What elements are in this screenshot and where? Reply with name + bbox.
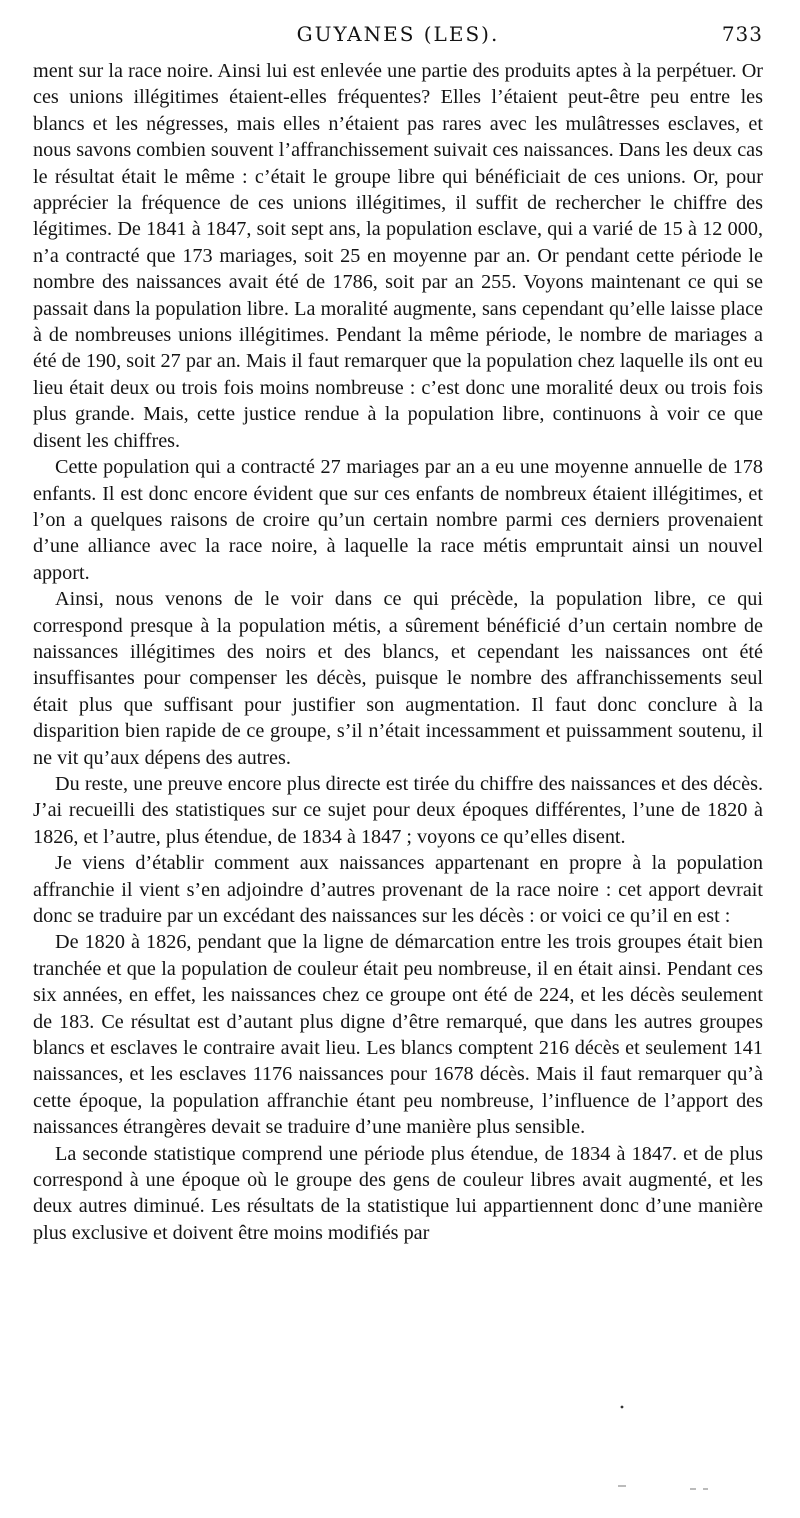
- paragraph-4: Du reste, une preuve encore plus directe est tirée du chiffre des naissances et des décès. J’ai recueilli des statistiques sur ce sujet pour deux époques différentes, l’une de 1820 à 1826, et l’autre, plus étendue, de 1834 à 1847 ; voyons ce qu’elles disent.: [33, 772, 763, 848]
- running-title: GUYANES (LES).: [296, 22, 500, 46]
- paragraph-6: De 1820 à 1826, pendant que la ligne de démarcation entre les trois groupes était bien tranchée et que la population de couleur était peu nombreuse, il en était ainsi. Pendant ces six années, en effet, les naissances chez ce groupe ont été de 224, et les décès seulement de 183. Ce résultat est d’autant plus digne d’être remarqué, que dans les autres groupes blancs et esclaves le contraire avait lieu. Les blancs comptent 216 décès et seulement 141 naissances, et les esclaves 1176 naissances pour 1678 décès. Mais il faut remarquer qu’à cette époque, la population affranchie étant peu nombreuse, l’influence de l’apport des naissances étrangères devait se traduire d’une manière plus sensible.: [33, 931, 763, 1139]
- paragraph-5: Je viens d’établir comment aux naissances appartenant en propre à la population affranchie il vient s’en adjoindre d’autres provenant de la race noire : cet apport devrait donc se traduire par un excédant des naissances sur les décès : or voici ce qu’il en est :: [33, 852, 763, 927]
- page-number: 733: [721, 22, 763, 46]
- paragraph-2: Cette population qui a contracté 27 mariages par an a eu une moyenne annuelle de 178 enfants. Il est donc encore évident que sur ces enfants de nombreux étaient illégitimes, et l’on a quelques raisons de croire qu’un certain nombre parmi ces derniers provenaient d’une alliance avec la race noire, à laquelle la race métis empruntait ainsi un nouvel apport.: [33, 456, 763, 584]
- page-header: [33, 0, 763, 58]
- speck: [621, 1406, 624, 1409]
- paragraph-1: ment sur la race noire. Ainsi lui est enlevée une partie des produits aptes à la perpétuer. Or ces unions illégitimes étaient-elles fréquentes? Elles l’étaient peut-être peu entre les blancs et les négresses, mais elles n’étaient pas rares avec les mulâtresses esclaves, et nous savons combien souvent l’affranchissement suivait ces naissances. Dans les deux cas le résultat était le même : c’était le groupe libre qui bénéficiait de ces unions. Or, pour apprécier la fréquence de ces unions illégitimes, il suffit de rechercher le chiffre des légitimes. De 1841 à 1847, soit sept ans, la population esclave, qui a varié de 15 à 12 000, n’a contracté que 173 mariages, soit 25 en moyenne par an. Or pendant cette période le nombre des naissances avait été de 1786, soit par an 255. Voyons maintenant ce qui se passait dans la population libre. La moralité augmente, sans cependant qu’elle laisse place à de nombreuses unions illégitimes. Pendant la même période, le nombre de mariages a été de 190, soit 27 par an. Mais il faut remarquer que la population chez laquelle ils ont eu lieu était deux ou trois fois moins nombreuse : c’est donc une moralité deux ou trois fois plus grande. Mais, cette justice rendue à la population libre, continuons à voir ce que disent les chiffres.: [33, 60, 763, 452]
- paragraph-3: Ainsi, nous venons de le voir dans ce qui précède, la population libre, ce qui correspond presque à la population métis, a sûrement bénéficié d’un certain nombre de naissances illégitimes des noirs et des blancs, et cependant les naissances ont été insuffisantes pour compenser les décès, puisque le nombre des affranchissements seul était plus que suffisant pour justifier son augmentation. Il faut donc conclure à la disparition bien rapide de ce groupe, s’il n’était incessamment et puissamment soutenu, il ne vit qu’aux dépens des autres.: [33, 588, 763, 769]
- paragraph-7: La seconde statistique comprend une période plus étendue, de 1834 à 1847. et de plus correspond à une époque où le groupe des gens de couleur libres avait augmenté, et les deux autres diminué. Les résultats de la statistique lui appartiennent donc d’une manière plus exclusive et doivent être moins modifiés par: [33, 1142, 763, 1244]
- scan-specks: [0, 1380, 800, 1500]
- body-text: [33, 58, 763, 1246]
